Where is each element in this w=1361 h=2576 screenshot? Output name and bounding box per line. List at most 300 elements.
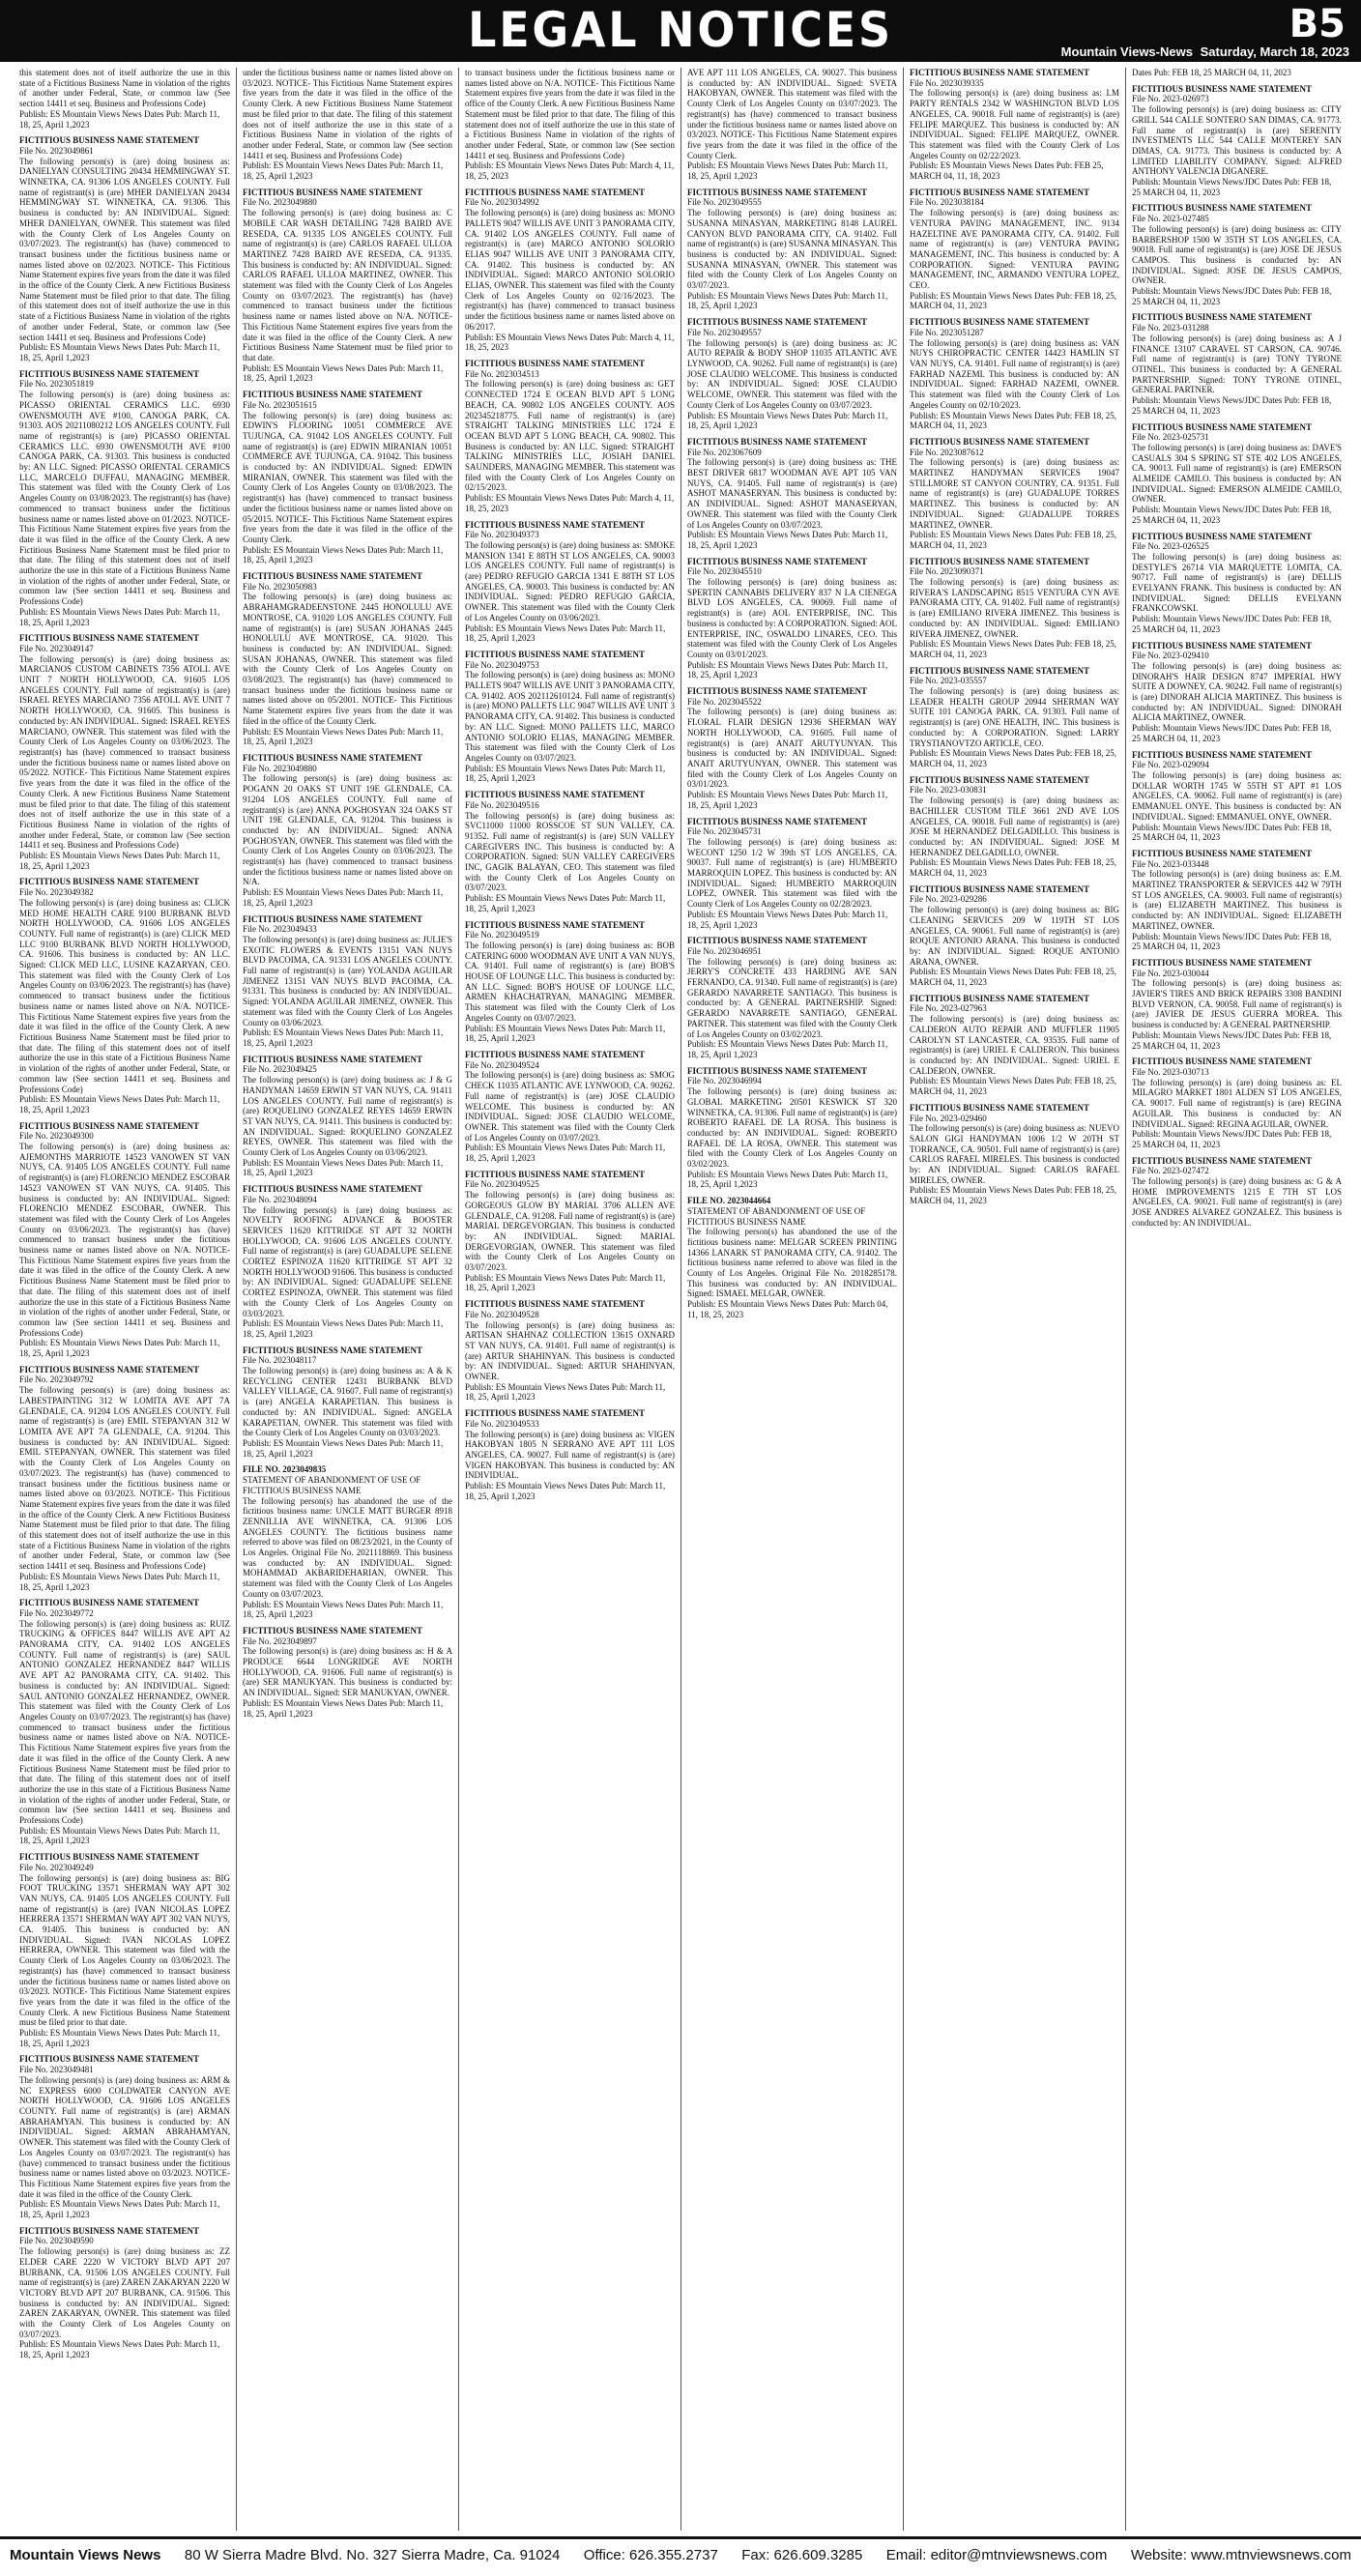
notice-heading: FICTITIOUS BUSINESS NAME STATEMENT — [910, 1102, 1089, 1113]
legal-notice — [19, 1852, 230, 2048]
legal-notice — [243, 1346, 452, 1460]
notice-pub: Dates Pub: FEB 18, 25 MARCH 04, 11, 2023 — [1132, 68, 1291, 77]
notice-body: The following person(s) is (are) doing business as: EL MILAGRO MARKET 1801 ALDEN ST LOS ANGELES, CA. 90017. Full name of registrant(s) is (are) REGINA AGUILAR. This business is conducted by: AN INDIVIDUAL. Signed: REGINA AGUILAR, OWNER. — [1132, 1077, 1342, 1129]
notice-pub: Publish: Mountain Views News/JDC Dates Pub: FEB 18, 25 MARCH 04, 11, 2023 — [1132, 286, 1332, 306]
notice-heading: FICTITIOUS BUSINESS NAME STATEMENT — [465, 1408, 645, 1419]
notice-pub: Publish: ES Mountain Views News Dates Pub: March 11, 18, 25, April 1,2023 — [243, 1157, 444, 1178]
notice-body: The following person(s) is (are) doing business as: G & A HOME IMPROVEMENTS 1215 E 7TH ST LOS ANGELES, CA. 90021. Full name of registrant(s) is (are) JOSE ANDRES ALVAREZ GONZALEZ. This business is conducted by: AN INDIVIDUAL. — [1132, 1176, 1342, 1228]
notice-file: File No. 2023049880 — [243, 197, 317, 208]
footer-publication: Mountain Views News — [10, 2547, 161, 2563]
notice-file: File No. 2023-026525 — [1132, 541, 1209, 552]
notice-file: File No. 2023045731 — [687, 826, 762, 837]
notice-heading: FICTITIOUS BUSINESS NAME STATEMENT — [243, 1345, 422, 1355]
notice-pub: Publish: ES Mountain Views News Dates Pub: March 11, 18, 25, April 1,2023 — [465, 1272, 666, 1293]
notice-heading: FICTITIOUS BUSINESS NAME STATEMENT — [19, 1598, 199, 1608]
notice-pub: Publish: ES Mountain Views News Dates Pub: FEB 25, MARCH 04, 11, 18, 2023 — [910, 160, 1104, 182]
notice-heading: FICTITIOUS BUSINESS NAME STATEMENT — [910, 774, 1089, 785]
publication-name: Mountain Views-News — [1060, 44, 1193, 59]
notice-file: File No. 2023-029094 — [1132, 760, 1209, 770]
legal-notice — [19, 2226, 230, 2360]
notice-heading: FICTITIOUS BUSINESS NAME STATEMENT — [687, 936, 867, 946]
notice-heading: FICTITIOUS BUSINESS NAME STATEMENT — [19, 1364, 199, 1375]
notice-pub: Publish: ES Mountain Views News Dates Pub: March 11, 18, 25, April 1,2023 — [465, 1023, 666, 1044]
notice-file: File No. 2023049524 — [465, 1059, 539, 1070]
notice-body: The following person(s) is (are) doing business as: BACHILLER CUSTOM TILE 3661 2ND AVE LOS ANGELES, CA. 90018. Full name of registrant(s) is (are) JOSE M HERNANDEZ DELGADILLO. This business is conducted by: AN INDIVIDUAL. Signed: JOSE M HERNANDEZ DELGADILLO, OWNER. — [910, 796, 1119, 857]
notice-file: File No. 2023090371 — [910, 566, 984, 577]
notice-heading: FICTITIOUS BUSINESS NAME STATEMENT — [465, 1049, 645, 1059]
notice-body: The following person(s) is (are) doing business as: A & K RECYCLING CENTER 12431 BURBANK BLVD VALLEY VILLAGE, CA. 91607. Full name of registrant(s) is (are) ANGELA KARAPETIAN. This business is conducted by: AN INDIVIDUAL. Signed: ANGELA KARAPETIAN, OWNER. This statement was filed with the County Clerk of Los Angeles County on 03/03/2023. — [243, 1366, 452, 1438]
notice-body: The following person(s) has abandoned the use of the fictitious business name: MELGAR SCREEN PRINTING 14366 LANARK ST PANORAMA CITY, CA. 91402. The fictitious business name referred to above was filed in the County of Los Angeles. Original File No. 2018285178. This business was conducted by: AN INDIVIDUAL. Signed: ISMAEL MELGAR, OWNER. — [687, 1227, 897, 1299]
notice-file: File No. 2023048094 — [243, 1194, 317, 1204]
legal-notice — [465, 920, 675, 1044]
dateline — [1057, 44, 1349, 59]
legal-notice — [687, 1196, 897, 1319]
notice-body: The following person(s) is (are) doing business as: ARM & NC EXPRESS 6000 COLDWATER CANYON AVE NORTH HOLLYWOOD, CA. 91606 LOS ANGELES COUNTY. Full name of registrant(s) is (are) ARMAN ABRAHAMYAN. This business is conducted by: AN INDIVIDUAL. Signed: ARMAN ABRAHAMYAN, OWNER. This statement was filed with the County Clerk of Los Angeles County on 03/07/2023. The registrant(s) has (have) commenced to transact business under the fictitious business name or names listed above on 03/2023. NOTICE- This Fictitious Name Statement expires five years from the date it was filed in the office of the County Clerk. — [19, 2074, 230, 2199]
notice-pub: Publish: ES Mountain Views News Dates Pub: March 11, 18, 25, April 1,2023 — [19, 606, 220, 627]
notice-pub: Publish: ES Mountain Views News Dates Pub: March 11, 18, 25, April 1,2023 — [19, 1094, 220, 1114]
notice-pub: Publish: ES Mountain Views News Dates Pub: March 4, 11, 18, 25, 2023 — [465, 332, 675, 353]
notice-pub: Publish: ES Mountain Views News Dates Pub: FEB 18, 25, MARCH 04, 11, 2023 — [910, 1076, 1117, 1097]
notice-heading: FICTITIOUS BUSINESS NAME STATEMENT — [1132, 203, 1312, 214]
notice-body: The following person(s) is (are) doing business as: THE BEST DRIVER 6817 WOODMAN AVE APT 105 VAN NUYS, CA. 91405. Full name of registrant(s) is (are) ASHOT MANASERYAN. This business is conducted by: AN INDIVIDUAL. Signed: ASHOT MANASERYAN, OWNER. This statement was filed with the County Clerk of Los Angeles County on 03/07/2023. — [687, 457, 897, 530]
legal-notice — [243, 914, 452, 1049]
notice-pub: Publish: ES Mountain Views News Dates Pub: March 11, 18, 25, April 1,2023 — [687, 909, 888, 930]
notice-body: The following person(s) is (are) doing business as: SMOG CHECK 11035 ATLANTIC AVE LYNWOOD, CA. 90262. Full name of registrant(s) is (are) JOSE CLAUDIO WELCOME. This business is conducted by: AN INDIVIDUAL. Signed: JOSE CLAUDIO WELCOME, OWNER. This statement was filed with the County Clerk of Los Angeles County on 03/07/2023. — [465, 1070, 675, 1143]
legal-notice — [465, 650, 675, 784]
legal-notice — [1132, 1056, 1342, 1149]
notice-pub: Publish: ES Mountain Views News Dates Pub: March 11, 18, 25, April 1,2023 — [687, 790, 888, 810]
notice-heading: FILE NO. 2023049835 — [243, 1464, 327, 1475]
notice-body: The following person(s) is (are) doing business as: DOLLAR WORTH 1745 W 55TH ST APT #1 LOS ANGELES, CA. 90062. Full name of registrant(s) is (are) EMMANUEL ONYE. This business is conducted by: AN INDIVIDUAL. Signed: EMMANUEL ONYE, OWNER. — [1132, 770, 1342, 822]
notice-file: File No. 2023-029410 — [1132, 651, 1209, 661]
legal-notice — [910, 994, 1119, 1097]
notice-body: The following person(s) is (are) doing business as: LABESTPAINTING 312 W LOMITA AVE APT 7A GLENDALE, CA. 91204 LOS ANGELES COUNTY. Full name of registrant(s) is (are) EMIL STEPANYAN 312 W LOMITA AVE APT 7A GLENDALE, CA. 91204. This business is conducted by: AN INDIVIDUAL. Signed: EMIL STEPANYAN, OWNER. This statement was filed with the County Clerk of Los Angeles County on 03/07/2023. The registrant(s) has (have) commenced to transact business under the fictitious business name or names listed above on 03/2023. NOTICE- This Fictitious Name Statement expires five years from the date it was filed in the office of the County Clerk. A new Fictitious Business Name Statement must be filed prior to that date. The filing of this statement does not of itself authorize the use in this state of a Fictitious Business Name in violation of the rights of another under Federal, State, or common law (See section 14411 et seq. Business and Professions Code) — [19, 1385, 230, 1572]
notice-file: File No. 2023049425 — [243, 1064, 317, 1075]
notice-body: The following person(s) is (are) doing business as: H & A PRODUCE 6644 LONGRIDGE AVE NORTH HOLLYWOOD, CA. 91606. Full name of registrant(s) is (are) SER MANUKYAN. This business is conducted by: AN INDIVIDUAL. Signed: SER MANUKYAN, OWNER. — [243, 1646, 452, 1698]
legal-notice — [465, 1050, 675, 1164]
legal-notice — [19, 1121, 230, 1359]
notice-pub: Publish: ES Mountain Views News Dates Pub: March 11, 18, 25, April 1,2023 — [243, 362, 444, 384]
legal-notice — [1132, 1156, 1342, 1229]
notice-pub: Publish: ES Mountain Views News Dates Pub: March 11, 18, 25, April 1,2023 — [19, 108, 220, 130]
notice-heading: FICTITIOUS BUSINESS NAME STATEMENT — [1132, 83, 1312, 94]
notice-file: File No. 2023049533 — [465, 1418, 539, 1429]
legal-notice — [687, 557, 897, 680]
notice-heading: FICTITIOUS BUSINESS NAME STATEMENT — [687, 187, 867, 197]
notice-heading: FICTITIOUS BUSINESS NAME STATEMENT — [1132, 312, 1312, 323]
notice-file: File No. 2023049861 — [19, 145, 94, 156]
legal-notice — [465, 790, 675, 913]
notice-heading: FICTITIOUS BUSINESS NAME STATEMENT — [910, 556, 1089, 566]
notice-pub: Publish: ES Mountain Views News Dates Pub: March 11, 18, 25, April 1,2023 — [687, 1169, 888, 1190]
notice-file: File No. 2023038184 — [910, 197, 984, 208]
section-code: B5 — [1289, 2, 1346, 46]
notice-heading: FICTITIOUS BUSINESS NAME STATEMENT — [19, 135, 199, 146]
notice-pub: Publish: ES Mountain Views News Dates Pub: March 11, 18, 25, April 1,2023 — [687, 659, 888, 680]
notice-file: File No. 2023051615 — [243, 399, 317, 410]
notice-heading: FICTITIOUS BUSINESS NAME STATEMENT — [243, 753, 422, 763]
notice-body: to transact business under the fictitious business name or names listed above on N/A. NOTICE- This Fictitious Name Statement expires five years from the date it was filed in the office of the County Clerk. A new Fictitious Business Name Statement must be filed prior to that date. The filing of this statement does not of itself authorize the use in this state of a Fictitious Business Name in violation of the rights of another under Federal, State, or common law (See section 14411 et seq. Business and Professions Code) — [465, 68, 675, 160]
notice-pub: Publish: ES Mountain Views News Dates Pub: March 11, 18, 25, April 1,2023 — [19, 1338, 220, 1359]
legal-notice — [465, 520, 675, 644]
notice-heading: FICTITIOUS BUSINESS NAME STATEMENT — [1132, 531, 1312, 541]
notice-heading: FICTITIOUS BUSINESS NAME STATEMENT — [243, 571, 422, 582]
notice-pub: Publish: ES Mountain Views News Dates Pub: March 04, 11, 18, 25, 2023 — [687, 1299, 888, 1319]
notice-file: File No. 2023034513 — [465, 368, 539, 379]
legal-notice — [910, 557, 1119, 660]
legal-notice — [910, 884, 1119, 988]
notice-heading: FICTITIOUS BUSINESS NAME STATEMENT — [465, 519, 645, 530]
legal-notice — [1132, 422, 1342, 526]
notice-body: The following person(s) is (are) doing business as: BIG FOOT TRUCKING 13571 SHERMAN WAY APT 302 VAN NUYS, CA. 91405 LOS ANGELES COUNTY. Full name of registrant(s) is (are) IVAN NICOLAS LOPEZ HERRERA 13571 SHERMAN WAY APT 302 VAN NUYS, CA. 91405. This business is conducted by: AN INDIVIDUAL. Signed: IVAN NICOLAS LOPEZ HERRERA, OWNER. This statement was filed with the County Clerk of Los Angeles County on 03/06/2023. The registrant(s) has (have) commenced to transact business under the fictitious business name or names listed above on 03/2023. NOTICE- This Fictitious Name Statement expires five years from the date it was filed in the office of the County Clerk. A new Fictitious Business Name Statement must be filed prior to that date. — [19, 1872, 230, 2028]
notice-heading: FICTITIOUS BUSINESS NAME STATEMENT — [910, 993, 1089, 1003]
notice-pub: Publish: ES Mountain Views News Dates Pub: March 11, 18, 25, April 1,2023 — [243, 160, 444, 182]
notice-body: The following person(s) is (are) doing business as: RUIZ TRUCKING & OFFICES 8447 WILLIS AVE APT A2 PANORAMA CITY, CA. 91402 LOS ANGELES COUNTY. Full name of registrant(s) is (are) SAUL ANTONIO GONZALEZ HERNANDEZ 8447 WILLIS AVE APT A2 PANORAMA CITY, CA. 91402. This business is conducted by: AN INDIVIDUAL. Signed: SAUL ANTONIO GONZALEZ HERNANDEZ, OWNER. This statement was filed with the County Clerk of Los Angeles County on 03/07/2023. The registrant(s) has (have) commenced to transact business under the fictitious business name or names listed above on N/A. NOTICE- This Fictitious Name Statement expires five years from the date it was filed in the office of the County Clerk. A new Fictitious Business Name Statement must be filed prior to that date. The filing of this statement does not of itself authorize the use in this state of a Fictitious Business Name in violation of the rights of another under Federal, State, or common law (See section 14411 et seq. Business and Professions Code) — [19, 1618, 230, 1826]
notice-body: The following person(s) is (are) doing business as: C MOBILE CAR WASH DETAILING 7428 BAIRD AVE RESEDA, CA. 91335 LOS ANGELES COUNTY. Full name of registrant(s) is (are) CARLOS RAFAEL ULLOA MARTINEZ 7428 BAIRD AVE RESEDA, CA. 91335. This business is conducted by: AN INDIVIDUAL. Signed: CARLOS RAFAEL ULLOA MARTINEZ, OWNER. This statement was filed with the County Clerk of Los Angeles County on 03/07/2023. The registrant(s) has (have) commenced to transact business under the fictitious business name or names listed above on N/A. NOTICE- This Fictitious Name Statement expires five years from the date it was filed in the office of the County Clerk. A new Fictitious Business Name Statement must be filed prior to that date. — [243, 208, 452, 362]
notice-body: The following person(s) is (are) doing business as: SUSANNA MINASYAN, MARKETING 8148 LAUREL CANYON BLVD PANORAMA CITY, CA. 91402. Full name of registrant(s) is (are) SUSANNA MINASYAN. This business is conducted by: AN INDIVIDUAL. Signed: SUSANNA MINASYAN, OWNER. This statement was filed with the County Clerk of Los Angeles County on 03/07/2023. — [687, 208, 897, 291]
legal-notice-columns — [14, 68, 1347, 2531]
notice-pub: Publish: Mountain Views News/JDC Dates Pub: FEB 18, 25 MARCH 04, 11, 2023 — [1132, 1129, 1332, 1149]
notice-body: AVE APT 111 LOS ANGELES, CA. 90027. This business is conducted by: AN INDIVIDUAL. Signed: SVETA HAKOBYAN, OWNER. This statement was filed with the County Clerk of Los Angeles County on 03/07/2023. The registrant(s) has (have) commenced to transact business under the fictitious business name or names listed above on 03/2023. NOTICE- This Fictitious Name Statement expires five years from the date it was filed in the office of the County Clerk. — [687, 68, 897, 160]
notice-pub: Publish: ES Mountain Views News Dates Pub: March 11, 18, 25, April 1,2023 — [687, 1039, 888, 1059]
notice-body: The following person(s) is (are) doing business as: VIGEN HAKOBYAN 1805 N SERRANO AVE APT 111 LOS ANGELES, CA. 90027. Full name of registrant(s) is (are) VIGEN HAKOBYAN. This business is conducted by: AN INDIVIDUAL. — [465, 1429, 675, 1481]
notice-file: File No. 2023051287 — [910, 327, 984, 337]
notice-pub: Publish: Mountain Views News/JDC Dates Pub: FEB 18, 25 MARCH 04, 11, 2023 — [1132, 723, 1332, 743]
legal-notice — [19, 1598, 230, 1846]
notice-file: File No. 2023-030831 — [910, 785, 987, 796]
legal-notice — [243, 753, 452, 909]
notice-body: The following person(s) is (are) doing business as: J & G HANDYMAN 14659 ERWIN ST VAN NUYS, CA. 91411 LOS ANGELES COUNTY. Full name of registrant(s) is (are) ROQUELINO GONZALEZ REYES 14659 ERWIN ST VAN NUYS, CA. 91411. This business is conducted by: AN INDIVIDUAL. Signed: ROQUELINO GONZALEZ REYES, OWNER. This statement was filed with the County Clerk of Los Angeles County on 03/06/2023. — [243, 1075, 452, 1158]
notice-body: The following person(s) is (are) doing business as: MARTINEZ HANDYMAN SERVICES 19047 STILLMORE ST CANYON COUNTRY, CA. 91351. Full name of registrant(s) is (are) GUADALUPE TORRES MARTINEZ. This business is conducted by: AN INDIVIDUAL. Signed: GUADALUPE TORRES MARTINEZ, OWNER. — [910, 457, 1119, 530]
notice-heading: FICTITIOUS BUSINESS NAME STATEMENT — [687, 1065, 867, 1076]
notice-file: File No. 2023-026973 — [1132, 94, 1209, 104]
notice-pub: Publish: ES Mountain Views News Dates Pub: March 11, 18, 25, April 1,2023 — [19, 1571, 220, 1592]
notice-pub: Publish: ES Mountain Views News Dates Pub: March 11, 18, 25, April 1,2023 — [243, 1028, 444, 1048]
notice-file: File No. 2023-030713 — [1132, 1066, 1209, 1077]
notice-heading: FICTITIOUS BUSINESS NAME STATEMENT — [910, 665, 1089, 676]
notice-pub: Publish: ES Mountain Views News Dates Pub: March 11, 18, 25, April 1,2023 — [465, 763, 666, 784]
notice-file: File No. 2023039335 — [910, 77, 984, 88]
notice-heading: FICTITIOUS BUSINESS NAME STATEMENT — [19, 2054, 199, 2065]
notice-file: File No. 2023049590 — [19, 2236, 94, 2246]
notice-file: File No. 2023049519 — [465, 930, 539, 941]
notice-file: File No. 2023-027963 — [910, 1003, 987, 1014]
legal-notice — [687, 936, 897, 1059]
notice-pub: Publish: ES Mountain Views News Dates Pub: March 11, 18, 25, April 1,2023 — [243, 1438, 444, 1459]
notice-file: File No. 2023048117 — [243, 1355, 317, 1366]
legal-notice — [243, 68, 452, 182]
legal-notice — [243, 1055, 452, 1178]
notice-pub: Publish: ES Mountain Views News Dates Pub: March 11, 18, 25, April 1,2023 — [243, 1697, 444, 1719]
notice-heading: FICTITIOUS BUSINESS NAME STATEMENT — [910, 317, 1089, 328]
notice-pub: Publish: ES Mountain Views News Dates Pub: March 4, 11, 18, 25, 2023 — [465, 160, 675, 182]
legal-notice — [1132, 849, 1342, 952]
notice-body: The following person(s) is (are) doing business as: BIG CLEANING SERVICES 209 W 119TH ST LOS ANGELES, CA. 90061. Full name of registrant(s) is (are) ROQUE ANTONIO ARANA. This business is conducted by: AN INDIVIDUAL. Signed: ROQUE ANTONIO ARANA, OWNER. — [910, 905, 1119, 967]
legal-notice — [243, 1626, 452, 1719]
notice-file: File No. 2023046951 — [687, 945, 762, 956]
legal-notice — [687, 317, 897, 431]
notice-body: The following person(s) is (are) doing business as: DAVE'S CASUALS 304 S SPRING ST STE 402 LOS ANGELES, CA. 90013. Full name of registrant(s) is (are) EMERSON ALMEIDE CAMILO. This business is conducted by: AN INDIVIDUAL. Signed: EMERSON ALMEIDE CAMILO, OWNER. — [1132, 442, 1342, 505]
notice-file: File No. 2023-030044 — [1132, 968, 1209, 978]
notice-pub: Publish: ES Mountain Views News Dates Pub: March 11, 18, 25, April 1,2023 — [19, 342, 220, 362]
notice-file: File No. 2023051819 — [19, 379, 94, 390]
legal-notice — [1132, 958, 1342, 1051]
notice-body: The following person(s) is (are) doing business as: LEADER HEALTH GROUP 20944 SHERMAN WAY SUITE 101 CANOGA PARK, CA. 91303. Full name of registrant(s) is (are) ONE HEALTH, INC. This business is conducted by: A CORPORATION. Signed: LARRY TRYSTIANOVTZO ARTICLE, CEO. — [910, 686, 1119, 748]
notice-pub: Publish: ES Mountain Views News Dates Pub: FEB 18, 25, MARCH 04, 11, 2023 — [910, 967, 1117, 988]
notice-pub: Publish: ES Mountain Views News Dates Pub: FEB 18, 25, MARCH 04, 11, 2023 — [910, 290, 1117, 311]
notice-file: File No. 2023-027472 — [1132, 1166, 1209, 1176]
notice-file: File No. 2023-035557 — [910, 676, 987, 686]
notice-pub: Publish: ES Mountain Views News Dates Pub: March 11, 18, 25, April 1,2023 — [687, 410, 888, 431]
legal-notice — [19, 369, 230, 628]
notice-pub: Publish: Mountain Views News/JDC Dates Pub: FEB 18, 25 MARCH 04, 11, 2023 — [1132, 505, 1332, 525]
notice-file: STATEMENT OF ABANDONMENT OF USE OF FICTITIOUS BUSINESS NAME — [687, 1205, 866, 1227]
legal-notice — [19, 68, 230, 130]
notice-column — [236, 68, 458, 2531]
notice-file: File No. 2023049528 — [465, 1309, 539, 1319]
legal-notice — [19, 877, 230, 1114]
notice-pub: Publish: Mountain Views News/JDC Dates Pub: FEB 18, 25 MARCH 04, 11, 2023 — [1132, 822, 1332, 843]
notice-body: The following person(s) is (are) doing business as: MONO PALLETS 9047 WILLIS AVE UNIT 3 PANORAMA CITY, CA. 91402 LOS ANGELES COUNTY. Full name of registrant(s) is (are) MARCO ANTONIO SOLORIO ELIAS 9047 WILLIS AVE UNIT 3 PANORAMA CITY, CA. 91402. This business is conducted by: AN INDIVIDUAL. Signed: MARCO ANTONIO SOLORIO ELIAS, OWNER. This statement was filed with the County Clerk of Los Angeles County on 02/16/2023. The registrant(s) has (have) commenced to transact business under the fictitious business name or names listed above on 06/2017. — [465, 208, 675, 332]
notice-heading: FICTITIOUS BUSINESS NAME STATEMENT — [687, 556, 867, 566]
notice-pub: Publish: ES Mountain Views News Dates Pub: March 11, 18, 25, April 1,2023 — [465, 1481, 666, 1501]
notice-pub: Publish: ES Mountain Views News Dates Pub: March 11, 18, 25, April 1,2023 — [243, 1318, 444, 1339]
notice-body: The following person(s) is (are) doing business as: ZZ ELDER CARE 2220 W VICTORY BLVD APT 207 BURBANK, CA. 91506 LOS ANGELES COUNTY. Full name of registrant(s) is (are) ZAREN ZAKARYAN 2220 W VICTORY BLVD APT 207 BURBANK, CA. 91506. This business is conducted by: AN INDIVIDUAL. Signed: ZAREN ZAKARYAN, OWNER. This statement was filed with the County Clerk of Los Angeles County on 03/07/2023. — [19, 2246, 230, 2339]
notice-body: The following person(s) is (are) doing business as: SPERTIN CANNABIS DELIVERY 837 N LA CIENEGA BLVD LOS ANGELES, CA. 90069. Full name of registrant(s) is (are) AOL ENTERPRISE, INC. This business is conducted by: A CORPORATION. Signed: AOL ENTERPRISE, INC, OSWALDO LINARES, CEO. This statement was filed with the County Clerk of Los Angeles County on 03/01/2023. — [687, 577, 898, 659]
legal-notice — [19, 633, 230, 871]
notice-file: File No. 2023-029460 — [910, 1113, 987, 1123]
notice-heading: FICTITIOUS BUSINESS NAME STATEMENT — [465, 790, 645, 800]
notice-file: File No. 2023-033448 — [1132, 858, 1209, 869]
notice-file: File No. 2023049516 — [465, 799, 539, 810]
legal-notice — [19, 1365, 230, 1592]
footer-email[interactable]: Email: editor@mtnviewsnews.com — [885, 2547, 1108, 2563]
notice-pub: Publish: ES Mountain Views News Dates Pub: March 11, 18, 25, April 1,2023 — [687, 160, 888, 182]
notice-body: The following person(s) is (are) doing business as: FLORAL FLAIR DESIGN 12936 SHERMAN WAY NORTH HOLLYWOOD, CA. 91605. Full name of registrant(s) is (are) ANAIT ARUTYUNYAN. This business is conducted by: AN INDIVIDUAL. Signed: ANAIT ARUTYUNYAN, OWNER. This statement was filed with the County Clerk of Los Angeles County on 03/01/2023. — [687, 707, 897, 790]
legal-notice — [687, 437, 897, 551]
notice-body: The following person(s) is (are) doing business as: MARCIANOS CUSTOM CABINETS 7356 ATOLL AVE UNIT 7 NORTH HOLLYWOOD, CA. 91605 LOS ANGELES COUNTY. Full name of registrant(s) is (are) ISRAEL REYES MARCIANO 7356 ATOLL AVE UNIT 7 NORTH HOLLYWOOD, CA. 91605. This business is conducted by: AN INDIVIDUAL. Signed: ISRAEL REYES MARCIANO, OWNER. This statement was filed with the County Clerk of Los Angeles County on 03/06/2023. The registrant(s) has (have) commenced to transact business under the fictitious business name or names listed above on 05/2022. NOTICE- This Fictitious Name Statement expires five years from the date it was filed in the office of the County Clerk. A new Fictitious Business Name Statement must be filed prior to that date. The filing of this statement does not of itself authorize the use in this state of a Fictitious Business Name in violation of the rights of another under Federal, State, or common law (See section 14411 et seq. Business and Professions Code) — [19, 653, 230, 851]
notice-heading: FICTITIOUS BUSINESS NAME STATEMENT — [19, 1120, 199, 1131]
notice-body: The following person(s) is (are) doing business as: MONO PALLETS 9047 WILLIS AVE UNIT 3 PANORAMA CITY, CA. 91402. AOS 202112610124. Full name of registrant(s) is (are) MONO PALLETS LLC 9047 WILLIS AVE UNIT 3 PANORAMA CITY, CA. 91402. This business is conducted by: AN LLC. Signed: MONO PALLETS LLC, MARCO ANTONIO SOLORIO ELIAS, MANAGING MEMBER. This statement was filed with the County Clerk of Los Angeles County on 03/07/2023. — [465, 670, 675, 763]
footer-website[interactable]: Website: www.mtnviewsnews.com — [1130, 2547, 1351, 2563]
notice-body: The following person(s) is (are) doing business as: ARTISAN SHAHNAZ COLLECTION 13615 OXNARD ST VAN NUYS, CA. 91401. Full name of registrant(s) is (are) ARTUR SHAHINYAN. This business is conducted by: AN INDIVIDUAL. Signed: ARTUR SHAHINYAN, OWNER. — [465, 1319, 675, 1382]
notice-body: The following person(s) is (are) doing business as: ABRAHAMGRADEENSTONE 2445 HONOLULU AVE MONTROSE, CA. 91020 LOS ANGELES COUNTY. Full name of registrant(s) is (are) SUSAN JOHANAS 2445 HONOLULU AVE MONTROSE, CA. 91020. This business is conducted by: AN INDIVIDUAL. Signed: SUSAN JOHANAS, OWNER. This statement was filed with the County Clerk of Los Angeles County on 03/08/2023. The registrant(s) has (have) commenced to transact business under the fictitious business name or names listed above on 05/2001. NOTICE- This Fictitious Name Statement expires five years from the date it was filed in the office of the County Clerk. — [243, 592, 452, 726]
notice-pub: Publish: Mountain Views News/JDC Dates Pub: FEB 18, 25 MARCH 04, 11, 2023 — [1132, 177, 1332, 197]
notice-column — [458, 68, 680, 2531]
notice-heading: FICTITIOUS BUSINESS NAME STATEMENT — [243, 1625, 422, 1635]
notice-body: The following person(s) is (are) doing business as: DANIELYAN CONSULTING 20434 HEMMINGWAY ST. WINNETKA, CA. 91306 LOS ANGELES COUNTY. Full name of registrant(s) is (are) MHER DANIELYAN 20434 HEMMINGWAY ST. WINNETKA, CA. 91306. This business is conducted by: AN INDIVIDUAL. Signed: MHER DANIELYAN, OWNER. This statement was filed with the County Clerk of Los Angeles County on 03/07/2023. The registrant(s) has (have) commenced to transact business under the fictitious business name or names listed above on 02/2023. NOTICE- This Fictitious Name Statement expires five years from the date it was filed in the office of the County Clerk. A new Fictitious Business Name Statement must be filed prior to that date. The filing of this statement does not of itself authorize the use in this state of a Fictitious Business Name in violation of the rights of another under Federal, State, or common law (See section 14411 et seq. Business and Professions Code) — [19, 156, 230, 342]
notice-heading: FICTITIOUS BUSINESS NAME STATEMENT — [243, 187, 422, 197]
notice-file: File No. 2023049382 — [19, 887, 94, 898]
notice-pub: Publish: ES Mountain Views News Dates Pub: FEB 18, 25, MARCH 04, 11, 2023 — [910, 530, 1117, 550]
notice-body: this statement does not of itself authorize the use in this state of a Fictitious Business Name in violation of the rights of another under Federal, State, or common law (See section 14411 et seq. Business and Professions Code) — [19, 68, 230, 109]
notice-pub: Publish: ES Mountain Views News Dates Pub: March 11, 18, 25, April 1,2023 — [19, 1825, 220, 1846]
legal-notice — [243, 390, 452, 565]
page-title: LEGAL NOTICES — [468, 2, 893, 58]
notice-body: The following person(s) is (are) doing business as: DESTYLE'S 26714 VIA MARQUETTE LOMITA, CA. 90717. Full name of registrant(s) is (are) DELLIS EVELYANN FRANK. This business is conducted by: AN INDIVIDUAL. Signed: DELLIS EVELYANN FRANKCOWSKI. — [1132, 551, 1342, 614]
notice-pub: Publish: ES Mountain Views News Dates Pub: March 11, 18, 25, April 1,2023 — [465, 1143, 666, 1164]
legal-notice — [1132, 68, 1342, 78]
notice-pub: Publish: Mountain Views News/JDC Dates Pub: FEB 18, 25 MARCH 04, 11, 2023 — [1132, 931, 1332, 952]
notice-heading: FICTITIOUS BUSINESS NAME STATEMENT — [19, 877, 199, 887]
notice-body: The following person(s) is (are) doing business as: JERRY'S CONCRETE 433 HARDING AVE SAN FERNANDO, CA. 91340. Full name of registrant(s) is (are) GERARDO NAVARRETE SANTIAGO. This business is conducted by: A GENERAL PARTNERSHIP. Signed: GERARDO NAVARRETE SANTIAGO, GENERAL PARTNER. This statement was filed with the County Clerk of Los Angeles County on 03/02/2023. — [687, 956, 897, 1039]
notice-body: The following person(s) is (are) doing business as: AJEMONTHS MARRIOTE 14523 VANOWEN ST VAN NUYS, CA. 91405 LOS ANGELES COUNTY. Full name of registrant(s) is (are) FLORENCIO MENDEZ ESCOBAR 14523 VANOWEN ST VAN NUYS, CA. 91405. This business is conducted by: AN INDIVIDUAL. Signed: FLORENCIO MENDEZ ESCOBAR, OWNER. This statement was filed with the County Clerk of Los Angeles County on 03/06/2023. The registrant(s) has (have) commenced to transact business under the fictitious business name or names listed above on N/A. NOTICE- This Fictitious Name Statement expires five years from the date it was filed in the office of the County Clerk. A new Fictitious Business Name Statement must be filed prior to that date. The filing of this statement does not of itself authorize the use in this state of a Fictitious Business Name in violation of the rights of another under Federal, State, or common law (See section 14411 et seq. Business and Professions Code) — [19, 1142, 230, 1338]
notice-file: File No. 2023-025731 — [1132, 432, 1209, 443]
notice-file: File No. 2023049897 — [243, 1635, 317, 1646]
notice-heading: FICTITIOUS BUSINESS NAME STATEMENT — [1132, 848, 1312, 858]
notice-file: File No. 2023034992 — [465, 197, 539, 208]
legal-notice — [687, 1066, 897, 1190]
legal-notice — [910, 1103, 1119, 1206]
legal-notice — [465, 359, 675, 514]
legal-notice — [465, 1408, 675, 1501]
legal-notice — [465, 68, 675, 182]
notice-pub: Publish: ES Mountain Views News Dates Pub: March 11, 18, 25, April 1,2023 — [19, 851, 220, 871]
notice-body: The following person(s) is (are) doing business as: GET CONNECTED 1724 E OCEAN BLVD APT 5 LONG BEACH, CA. 90802 LOS ANGELES COUNTY. AOS 202345218775. Full name of registrant(s) is (are) STRAIGHT TALKING MINISTRIES LLC 1724 E OCEAN BLVD APT 5 LONG BEACH, CA. 90802. This Business is conducted by: AN LLC. Signed: STRAIGHT TALKING MINISTRIES LLC, JOSIAH DANIEL SAUNDERS, MANAGING MEMBER. This statement was filed with the County Clerk of Los Angeles County on 02/15/2023. — [465, 379, 675, 493]
notice-heading: FICTITIOUS BUSINESS NAME STATEMENT — [687, 436, 867, 447]
notice-file: File No. 2023045522 — [687, 696, 762, 707]
legal-notice — [1132, 641, 1342, 744]
notice-file: File No. 2023049300 — [19, 1131, 94, 1142]
legal-notice — [465, 1299, 675, 1403]
notice-body: The following person(s) is (are) doing business as: GORGEOUS GLOW BY MARIAL 3706 ALLEN AVE GLENDALE, CA. 91208. Full name of registrant(s) is (are) MARIAL DERGEVORGIAN. This business is conducted by: AN INDIVIDUAL. Signed: MARIAL DERGEVORGIAN, OWNER. This statement was filed with the County Clerk of Los Angeles County on 03/07/2023. — [465, 1190, 675, 1273]
notice-pub: Publish: ES Mountain Views News Dates Pub: March 11, 18, 25, April 1,2023 — [465, 1381, 666, 1403]
legal-notice — [910, 437, 1119, 551]
notice-heading: FICTITIOUS BUSINESS NAME STATEMENT — [465, 358, 645, 368]
legal-notice — [687, 188, 897, 311]
notice-body: The following person(s) is (are) doing business as: JULIE'S EXOTIC FLOWERS & EVENTS 13151 VAN NUYS BLVD PACOIMA, CA. 91331 LOS ANGELES COUNTY. Full name of registrant(s) is (are) YOLANDA AGUILAR JIMENEZ 13151 VAN NUYS BLVD PACOIMA, CA. 91331. This business is conducted by: AN INDIVIDUAL. Signed: YOLANDA AGUILAR JIMENEZ, OWNER. This statement was filed with the County Clerk of Los Angeles County on 03/06/2023. — [243, 934, 452, 1028]
notice-file: File No. 2023049555 — [687, 197, 762, 208]
notice-body: The following person(s) is (are) doing business as: EDWIN'S FLOORING 10051 COMMERCE AVE TUJUNGA, CA. 91042 LOS ANGELES COUNTY. Full name of registrant(s) is (are) EDWIN MIRANIAN 10051 COMMERCE AVE TUJUNGA, CA. 91042. This business is conducted by: AN INDIVIDUAL. Signed: EDWIN MIRANIAN, OWNER. This statement was filed with the County Clerk of Los Angeles County on 03/08/2023. The registrant(s) has (have) commenced to transact business under the fictitious business name or names listed above on 05/2015. NOTICE- This Fictitious Name Statement expires five years from the date it was filed in the office of the County Clerk. — [243, 410, 452, 544]
legal-notice — [19, 135, 230, 362]
notice-heading: FICTITIOUS BUSINESS NAME STATEMENT — [19, 633, 199, 644]
legal-notice — [910, 775, 1119, 879]
notice-body: The following person(s) is (are) doing business as: CLICK MED HOME HEALTH CARE 9100 BURBANK BLVD NORTH HOLLYWOOD, CA. 91606 LOS ANGELES COUNTY. Full name of registrant(s) is (are) CLICK MED LLC 9100 BURBANK BLVD NORTH HOLLYWOOD, CA. 91606. This business is conducted by: AN LLC. Signed: CLICK MED LLC, LUSINE KAZARYAN, CEO. This statement was filed with the County Clerk of Los Angeles County on 03/06/2023. The registrant(s) has (have) commenced to transact business under the fictitious business name or names listed above on N/A. NOTICE- This Fictitious Name Statement expires five years from the date it was filed in the office of the County Clerk. A new Fictitious Business Name Statement must be filed prior to that date. The filing of this statement does not of itself authorize the use in this state of a Fictitious Business Name in violation of the rights of another under Federal, State, or common law (See section 14411 et seq. Business and Professions Code) — [19, 897, 230, 1094]
notice-body: The following person(s) is (are) doing business as: SMOKE MANSION 1341 E 88TH ST LOS ANGELES, CA. 90003 LOS ANGELES COUNTY. Full name of registrant(s) is (are) PEDRO REFUGIO GARCIA 1341 E 88TH ST LOS ANGELES, CA. 90003. This business is conducted by: AN INDIVIDUAL. Signed: PEDRO REFUGIO GARCIA, OWNER. This statement was filed with the County Clerk of Los Angeles County on 03/06/2023. — [465, 539, 675, 622]
notice-body: The following person(s) is (are) doing business as: WECONT 1250 1/2 W 39th ST LOS ANGELES, CA. 90037. Full name of registrant(s) is (are) HUMBERTO MARROQUIN LOPEZ. This business is conducted by: AN INDIVIDUAL. Signed: HUMBERTO MARROQUIN LOPEZ, OWNER. This statement was filed with the County Clerk of Los Angeles County on 02/28/2023. — [687, 836, 897, 910]
issue-date: Saturday, March 18, 2023 — [1200, 44, 1349, 59]
notice-body: The following person(s) is (are) doing business as: JC AUTO REPAIR & BODY SHOP 11035 ATLANTIC AVE LYNWOOD, CA. 90262. Full name of registrant(s) is (are) JOSE CLAUDIO WELCOME. This business is conducted by: AN INDIVIDUAL. Signed: JOSE CLAUDIO WELCOME, OWNER. This statement was filed with the County Clerk of Los Angeles County on 03/07/2023. — [687, 337, 897, 410]
notice-file: File No. 2023049373 — [465, 530, 539, 540]
notice-heading: FILE NO. 2023044664 — [687, 1196, 771, 1206]
notice-heading: FICTITIOUS BUSINESS NAME STATEMENT — [465, 649, 645, 659]
notice-heading: FICTITIOUS BUSINESS NAME STATEMENT — [243, 390, 422, 400]
notice-file: File No. 2023067609 — [687, 447, 762, 457]
notice-body: The following person(s) is (are) doing business as: PICASSO ORIENTAL CERAMICS LLC. 6930 OWENSMOUTH AVE #100, CANOGA PARK, CA. 91303. AOS 20211080212 LOS ANGELES COUNTY. Full name of registrant(s) is (are) PICASSO ORIENTAL CERAMICS LLC. 6930 OWENSMOUTH AVE #100 CANOGA PARK, CA. 91303. This business is conducted by: AN LLC. Signed: PICASSO ORIENTAL CERAMICS LLC, MARCELO DUFFAU, MANAGING MEMBER. This statement was filed with the County Clerk of Los Angeles County on 03/08/2023. The registrant(s) has (have) commenced to transact business under the fictitious business name or names listed above on 01/2023. NOTICE- This Fictitious Name Statement expires five years from the date it was filed in the office of the County Clerk. A new Fictitious Business Name Statement must be filed prior to that date. The filing of this statement does not of itself authorize the use in this state of a Fictitious Business Name in violation of the rights of another under Federal, State, or common law (See section 14411 et seq. Business and Professions Code) — [19, 390, 230, 607]
notice-body: The following person(s) is (are) doing business as: CITY GRILL 544 CALLE SONTERO SAN DIMAS, CA. 91773. Full name of registrant(s) is (are) SERENITY INVESTMENTS LLC 544 CALLE MONTEREY SAN DIMAS, CA. 91773. This business is conducted by: A LIMITED LIABILITY COMPANY. Signed: ALFRED ANTHONY VALENCIA DIGANERE. — [1132, 104, 1342, 177]
notice-heading: FICTITIOUS BUSINESS NAME STATEMENT — [465, 187, 645, 197]
notice-pub: Publish: ES Mountain Views News Dates Pub: March 11, 18, 25, April 1,2023 — [243, 1599, 444, 1620]
legal-notice — [910, 68, 1119, 182]
notice-file: File No. 2023-027485 — [1132, 214, 1209, 224]
notice-heading: FICTITIOUS BUSINESS NAME STATEMENT — [687, 686, 867, 697]
footer-fax: Fax: 626.609.3285 — [741, 2547, 863, 2563]
legal-notice — [243, 1464, 452, 1620]
notice-file: File No. 2023049433 — [243, 924, 317, 935]
notice-pub: Publish: ES Mountain Views News Dates Pub: FEB 18, 25, MARCH 04, 11, 2023 — [910, 410, 1117, 431]
notice-heading: FICTITIOUS BUSINESS NAME STATEMENT — [19, 368, 199, 379]
notice-body: The following person(s) is (are) doing business as: POGANN 20 OAKS ST UNIT 19E GLENDALE, CA. 91204 LOS ANGELES COUNTY. Full name of registrant(s) is (are) ANNA POGHOSYAN 324 OAKS ST UNIT 19E GLENDALE, CA. 91204. This business is conducted by: AN INDIVIDUAL. Signed: ANNA POGHOSYAN, OWNER. This statement was filed with the County Clerk of Los Angeles County on 03/06/2023. The registrant(s) has (have) commenced to transact business under the fictitious business name or names listed above on N/A. — [243, 773, 452, 887]
notice-pub: Publish: ES Mountain Views News Dates Pub: March 11, 18, 25, April 1,2023 — [19, 2199, 220, 2220]
notice-heading: FICTITIOUS BUSINESS NAME STATEMENT — [243, 1184, 422, 1195]
notice-body: The following person(s) is (are) doing business as: VAN NUYS CHIROPRACTIC CENTER 14423 HAMLIN ST VAN NUYS, CA. 91401. Full name of registrant(s) is (are) FARHAD NAZEMI. This business is conducted by: AN INDIVIDUAL. Signed: FARHAD NAZEMI, OWNER. This statement was filed with the County Clerk of Los Angeles County on 02/10/2023. — [910, 337, 1119, 410]
notice-file: File No. 2023049792 — [19, 1375, 94, 1385]
notice-file: File No. 2023050983 — [243, 581, 317, 592]
notice-heading: FICTITIOUS BUSINESS NAME STATEMENT — [19, 2225, 199, 2236]
legal-notice — [687, 817, 897, 931]
notice-heading: FICTITIOUS BUSINESS NAME STATEMENT — [1132, 749, 1312, 760]
legal-notice — [465, 1170, 675, 1293]
legal-notice — [910, 188, 1119, 311]
legal-notice — [243, 1184, 452, 1340]
notice-heading: FICTITIOUS BUSINESS NAME STATEMENT — [243, 1054, 422, 1064]
notice-file: File No. 2023049249 — [19, 1862, 94, 1872]
notice-file: File No. 2023046994 — [687, 1076, 762, 1086]
notice-body: The following person(s) is (are) doing business as: CALDERON AUTO REPAIR AND MUFFLER 11905 CAROLYN ST LANCASTER, CA. 93535. Full name of registrant(s) is (are) URIEL E CALDERON. This business is conducted by: AN INDIVIDUAL. Signed: URIEL E CALDERON, OWNER. — [910, 1014, 1119, 1076]
notice-pub: Publish: ES Mountain Views News Dates Pub: March 11, 18, 25, April 1,2023 — [19, 2028, 220, 2048]
notice-body: The following person(s) is (are) doing business as: E.M. MARTINEZ TRANSPORTER & SERVICES 442 W 79TH ST LOS ANGELES, CA. 90003. Full name of registrant(s) is (are) ELIZABETH MARTINEZ. This business is conducted by: AN INDIVIDUAL. Signed: ELIZABETH MARTINEZ, OWNER. — [1132, 869, 1342, 931]
legal-notice — [910, 666, 1119, 769]
masthead — [0, 0, 1361, 62]
legal-notice — [243, 571, 452, 747]
legal-notice — [687, 686, 897, 810]
notice-pub: Publish: ES Mountain Views News Dates Pub: March 11, 18, 25, April 1,2023 — [243, 726, 444, 747]
notice-pub: Publish: ES Mountain Views News Dates Pub: March 11, 18, 25, April 1,2023 — [687, 530, 888, 550]
notice-heading: FICTITIOUS BUSINESS NAME STATEMENT — [910, 68, 1089, 77]
legal-notice — [1132, 750, 1342, 843]
notice-heading: FICTITIOUS BUSINESS NAME STATEMENT — [243, 913, 422, 924]
notice-body: The following person(s) is (are) doing business as: LM PARTY RENTALS 2342 W WASHINGTON BLVD LOS ANGELES, CA. 90018. Full name of registrant(s) is (are) FELIPE MARQUEZ. This business is conducted by: AN INDIVIDUAL. Signed: FELIPE MARQUEZ, OWNER. This statement was filed with the County Clerk of Los Angeles County on 02/22/2023. — [910, 88, 1119, 160]
notice-heading: FICTITIOUS BUSINESS NAME STATEMENT — [1132, 640, 1312, 651]
notice-body: The following person(s) is (are) doing business as: VENTURA PAVING MANAGEMENT, INC. 9134 HAZELTINE AVE PANORAMA CITY, CA. 91402. Full name of registrant(s) is (are) VENTURA PAVING MANAGEMENT, INC. This business is conducted by: A CORPORATION. Signed: VENTURA PAVING MANAGEMENT, INC, ARMANDO VENTURA LOPEZ, CEO. — [910, 208, 1119, 291]
notice-pub: Publish: ES Mountain Views News Dates Pub: FEB 18, 25, MARCH 04, 11, 2023 — [910, 857, 1117, 879]
notice-body: under the fictitious business name or names listed above on 03/2023. NOTICE- This Fictitious Name Statement expires five years from the date it was filed in the office of the County Clerk. A new Fictitious Business Name Statement must be filed prior to that date. The filing of this statement does not of itself authorize the use in this state of a Fictitious Business Name in violation of the rights of another under Federal, State, or common law (See section 14411 et seq. Business and Professions Code) — [243, 68, 452, 160]
legal-notice — [19, 2054, 230, 2219]
notice-file: File No. 2023049481 — [19, 2065, 94, 2075]
notice-heading: FICTITIOUS BUSINESS NAME STATEMENT — [910, 187, 1089, 197]
notice-heading: FICTITIOUS BUSINESS NAME STATEMENT — [687, 816, 867, 826]
notice-body: The following person(s) is (are) doing business as: DINORAH'S HAIR DESIGN 8747 IMPERIAL HWY SUITE A DOWNEY, CA. 90242. Full name of registrant(s) is (are) DINORAH ALICIA MARTINEZ. This business is conducted by: AN INDIVIDUAL. Signed: DINORAH ALICIA MARTINEZ, OWNER. — [1132, 660, 1342, 723]
notice-pub: Publish: Mountain Views News/JDC Dates Pub: FEB 18, 25 MARCH 04, 11, 2023 — [1132, 395, 1332, 416]
notice-heading: FICTITIOUS BUSINESS NAME STATEMENT — [1132, 957, 1312, 968]
notice-pub: Publish: ES Mountain Views News Dates Pub: FEB 18, 25, MARCH 04, 11, 2023 — [910, 1185, 1117, 1206]
notice-pub: Publish: ES Mountain Views News Dates Pub: March 11, 18, 25, April 1,2023 — [243, 887, 444, 908]
legal-notice — [910, 317, 1119, 431]
notice-pub: Publish: ES Mountain Views News Dates Pub: March 11, 18, 25, April 1,2023 — [19, 2339, 220, 2360]
notice-column — [1125, 68, 1347, 2531]
notice-pub: Publish: ES Mountain Views News Dates Pub: March 11, 18, 25, April 1,2023 — [243, 544, 444, 565]
notice-body: The following person(s) is (are) doing business as: JAVIER'S TIRES AND BRICK REPAIRS 3308 BANDINI BLVD VERNON, CA. 90058. Full name of registrant(s) is (are) JAVIER DE JESUS GUERRA MOREA. This business is conducted by: A GENERAL PARTNERSHIP. — [1132, 978, 1342, 1030]
notice-body: The following person(s) is (are) doing business as: BOB CATERING 6000 WOODMAN AVE UNIT A VAN NUYS, CA. 91401. Full name of registrant(s) is (are) BOB'S HOUSE OF LOUNGE LLC. This business is conducted by: AN LLC. Signed: BOB'S HOUSE OF LOUNGE LLC, ARMEN KHACHATRYAN, MANAGING MEMBER. This statement was filed with the County Clerk of Los Angeles County on 03/07/2023. — [465, 940, 675, 1023]
notice-heading: FICTITIOUS BUSINESS NAME STATEMENT — [687, 317, 867, 328]
notice-body: The following person(s) is (are) doing business as: CITY BARBERSHOP 1500 W 35TH ST LOS ANGELES, CA. 90018. Full name of registrant(s) is (are) JOSE DE JESUS CAMPOS. This business is conducted by: AN INDIVIDUAL. Signed: JOSE DE JESUS CAMPOS, OWNER. — [1132, 223, 1342, 286]
notice-heading: FICTITIOUS BUSINESS NAME STATEMENT — [465, 1169, 645, 1179]
notice-heading: FICTITIOUS BUSINESS NAME STATEMENT — [910, 883, 1089, 894]
notice-body: The following person(s) is (are) doing business as: NUEVO SALON GIGI HANDYMAN 1006 1/2 W 20TH ST TORRANCE, CA. 90501. Full name of registrant(s) is (are) CARLOS RAFAEL MIRELES. This business is conducted by: AN INDIVIDUAL. Signed: CARLOS RAFAEL MIRELES, OWNER. — [910, 1123, 1119, 1185]
notice-pub: Publish: Mountain Views News/JDC Dates Pub: FEB 18, 25 MARCH 04, 11, 2023 — [1132, 614, 1332, 634]
notice-heading: FICTITIOUS BUSINESS NAME STATEMENT — [1132, 421, 1312, 432]
notice-file: File No. 2023-029286 — [910, 894, 987, 905]
notice-heading: FICTITIOUS BUSINESS NAME STATEMENT — [910, 436, 1089, 447]
legal-notice — [465, 188, 675, 353]
notice-heading: FICTITIOUS BUSINESS NAME STATEMENT — [465, 919, 645, 930]
footer-phone: Office: 626.355.2737 — [583, 2547, 718, 2563]
notice-pub: Publish: Mountain Views News/JDC Dates Pub: FEB 18, 25 MARCH 04, 11, 2023 — [1132, 1029, 1332, 1051]
notice-file: File No. 2023087612 — [910, 447, 984, 457]
legal-notice — [243, 188, 452, 384]
notice-file: File No. 2023049753 — [465, 659, 539, 670]
notice-file: File No. 2023049772 — [19, 1607, 94, 1618]
